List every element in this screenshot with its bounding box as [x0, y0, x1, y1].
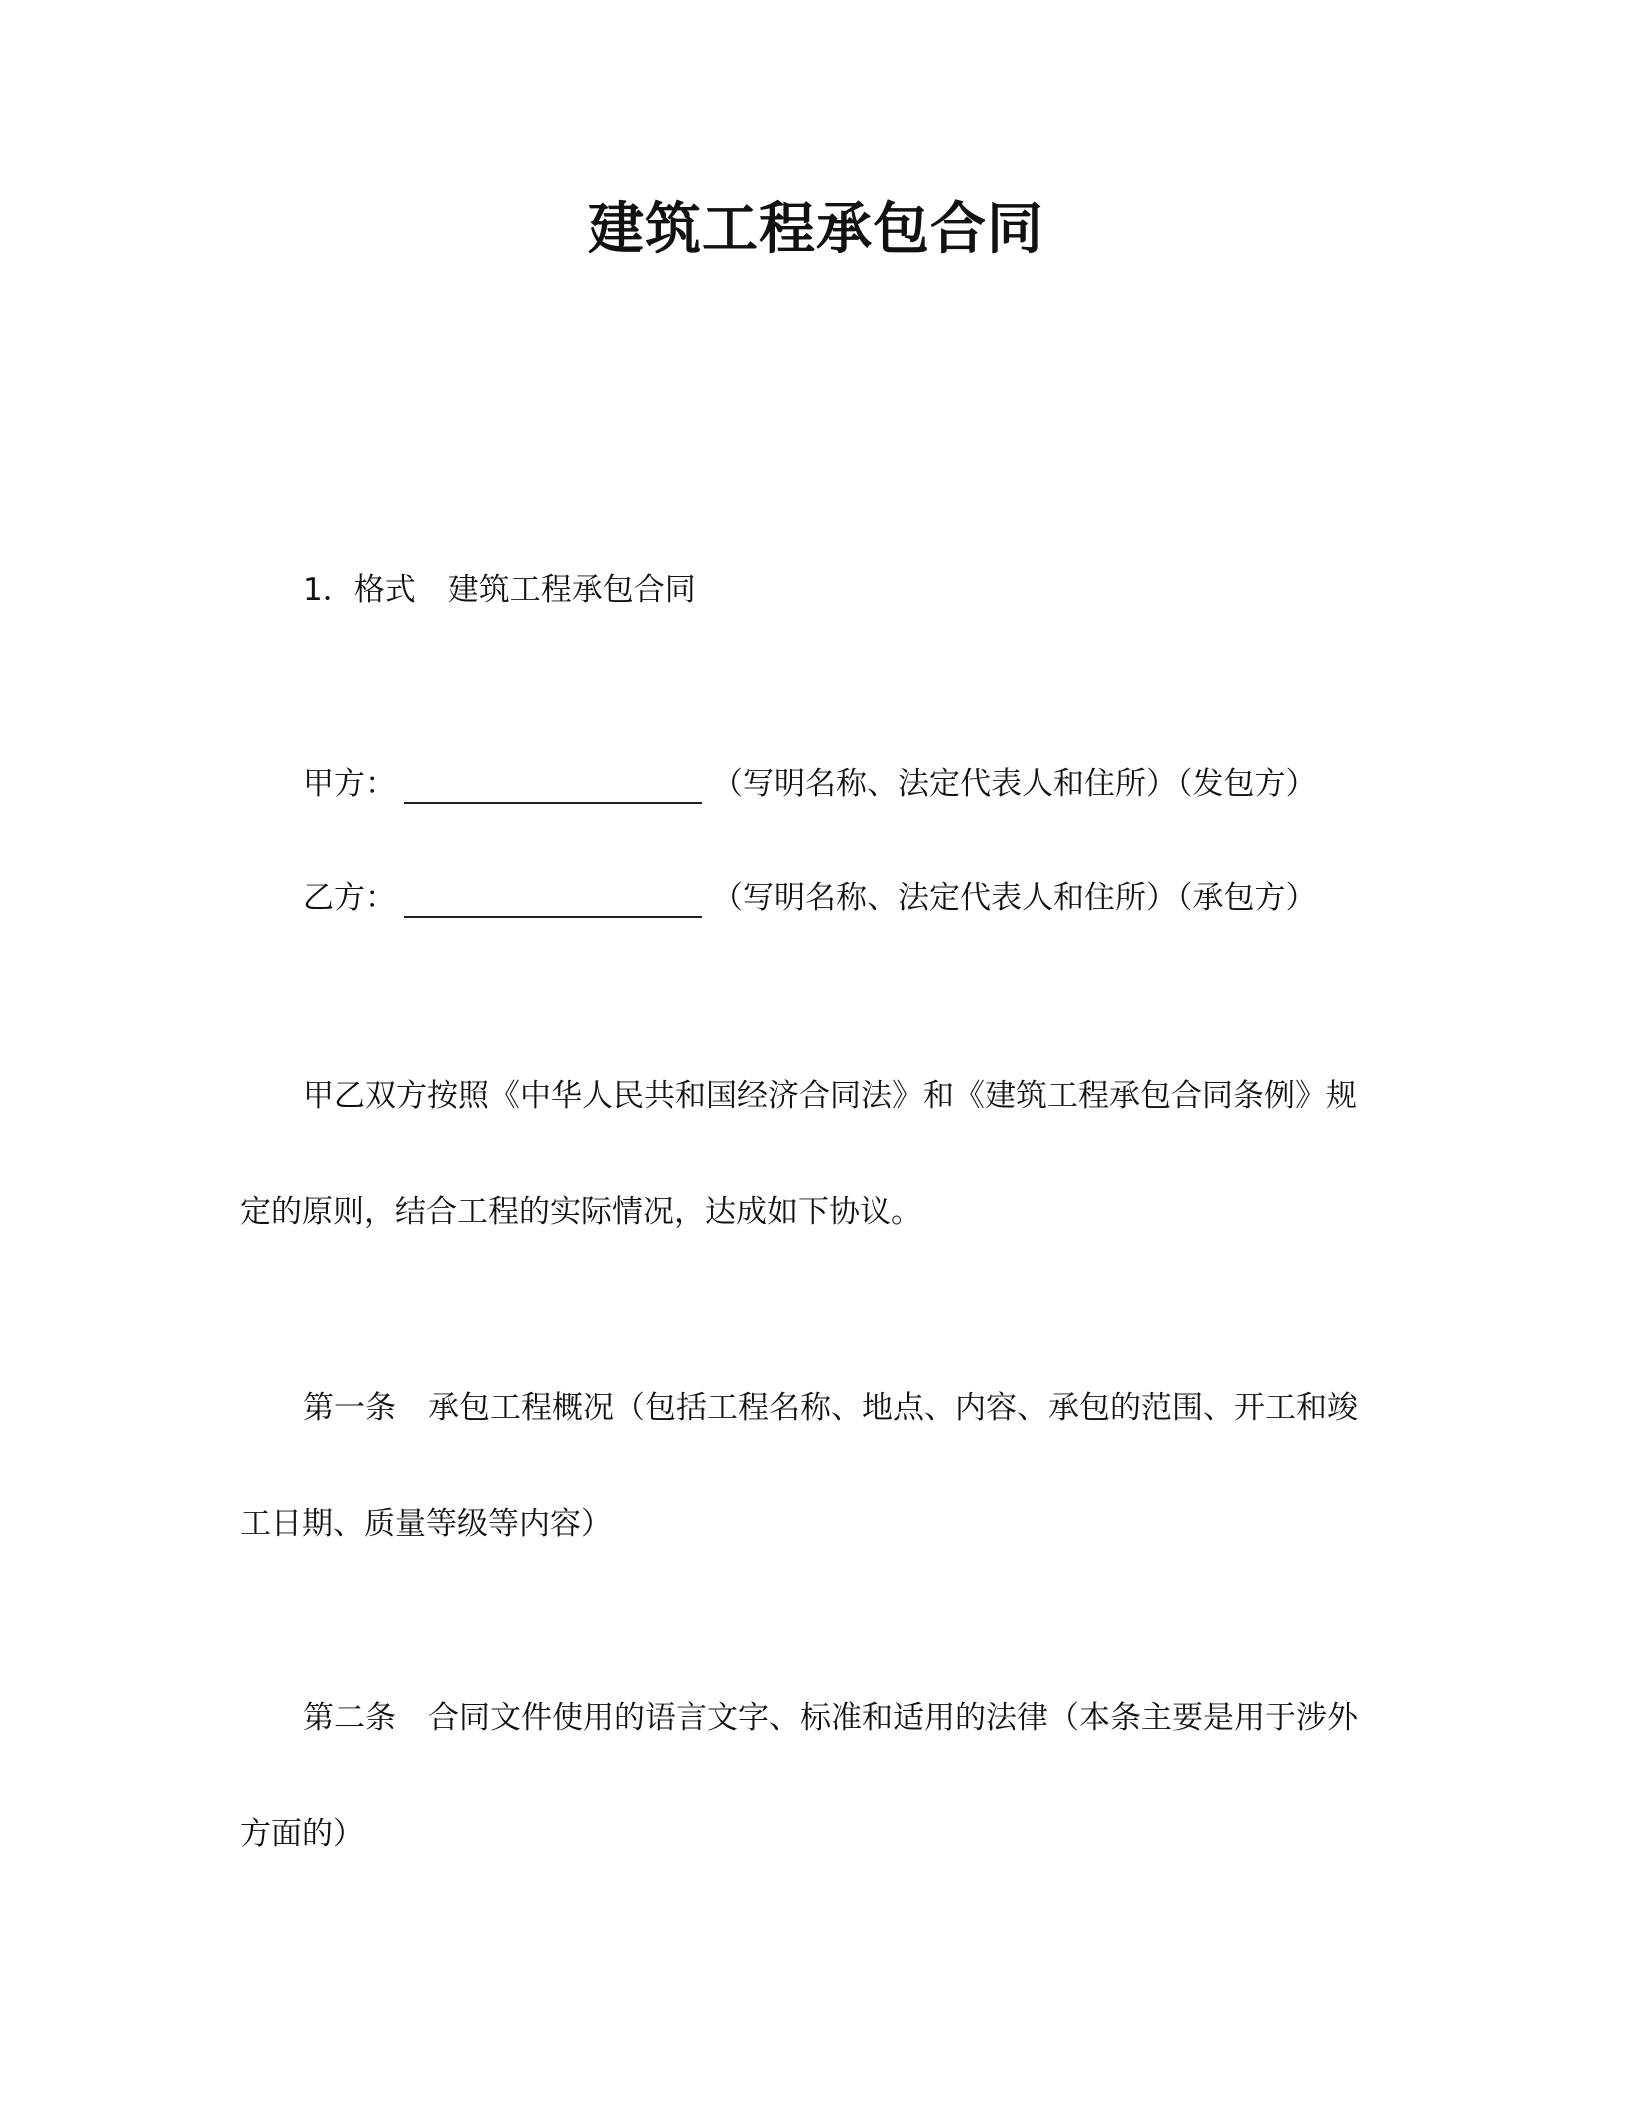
preamble-line-2: 定的原则，结合工程的实际情况，达成如下协议。 [240, 1194, 922, 1230]
article-2-number: 第二条 [303, 1700, 396, 1736]
preamble-line-1: 甲乙双方按照《中华人民共和国经济合同法》和《建筑工程承包合同条例》规 [303, 1078, 1357, 1114]
article-1-number: 第一条 [303, 1390, 396, 1426]
format-name: 建筑工程承包合同 [447, 572, 696, 608]
party-b-note: （写明名称、法定代表人和住所）（承包方） [712, 880, 1317, 916]
format-number: 1．格式 [303, 572, 416, 608]
article-2-line-1 [303, 1696, 1358, 1740]
party-a-line [303, 762, 1317, 806]
party-a-label: 甲方： [303, 766, 396, 802]
format-line [303, 568, 696, 612]
article-2-line-2: 方面的） [240, 1816, 364, 1852]
article-2-text: 合同文件使用的语言文字、标准和适用的法律（本条主要是用于涉外 [428, 1700, 1358, 1736]
article-1-line-2: 工日期、质量等级等内容） [240, 1506, 612, 1542]
article-1-line-1 [303, 1386, 1358, 1430]
article-1-text: 承包工程概况（包括工程名称、地点、内容、承包的范围、开工和竣 [428, 1390, 1358, 1426]
document-title: 建筑工程承包合同 [588, 197, 1044, 262]
party-b-line [303, 876, 1317, 920]
party-b-blank [404, 880, 702, 918]
party-b-label: 乙方： [303, 880, 396, 916]
party-a-note: （写明名称、法定代表人和住所）（发包方） [712, 766, 1317, 802]
party-a-blank [404, 766, 702, 804]
